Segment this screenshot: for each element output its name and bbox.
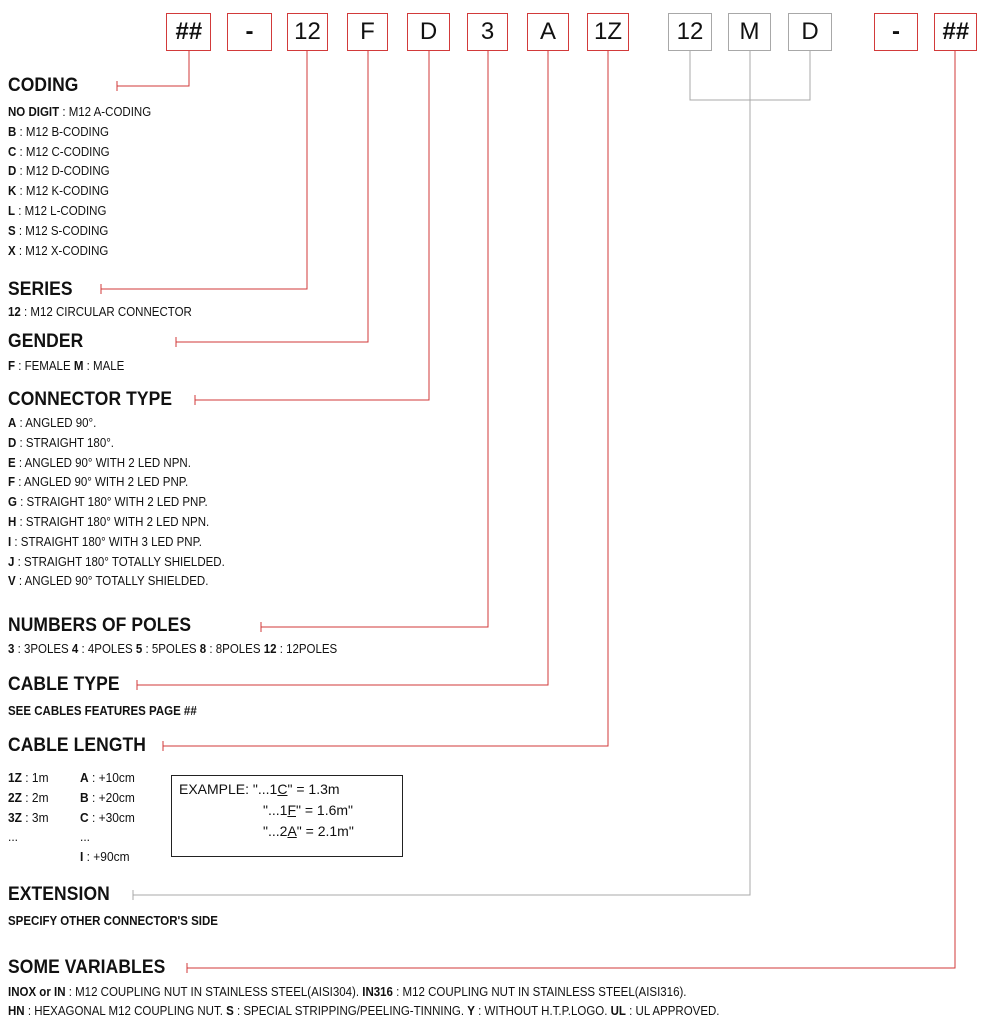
example-line-2: "...1F" = 1.6m" [263,802,354,818]
list-item: A : +10cm [80,770,135,785]
series-title: SERIES [8,279,73,300]
list-item: 2Z : 2m [8,789,49,805]
list-item: I : STRAIGHT 180° WITH 3 LED PNP. [8,534,202,549]
example-line-3: "...2A" = 2.1m" [263,823,354,839]
code-box-gender: F [347,13,388,51]
code-box-poles: 3 [467,13,508,51]
coding-list [8,103,151,261]
code-box-cable-type: A [527,13,569,51]
list-item: I : +90cm [80,849,130,865]
code-box-dash-1: - [227,13,272,51]
list-item: ... [8,829,18,845]
example-line-1: EXAMPLE: "...1C" = 1.3m [179,781,340,797]
list-item: G : STRAIGHT 180° WITH 2 LED PNP. [8,495,208,510]
example-box [171,775,403,857]
list-item: X : M12 X-CODING [8,243,109,258]
extension-text: SPECIFY OTHER CONNECTOR'S SIDE [8,914,218,928]
list-item: H : STRAIGHT 180° WITH 2 LED NPN. [8,514,210,529]
code-box-ext-gender: M [728,13,771,51]
line-coding [117,51,189,86]
list-item: C : M12 C-CODING [8,144,110,159]
list-item: ... [80,829,90,845]
code-box-series: 12 [287,13,328,51]
list-item: J : STRAIGHT 180° TOTALLY SHIELDED. [8,554,225,569]
cable-length-cm [80,768,135,867]
list-item: V : ANGLED 90° TOTALLY SHIELDED. [8,574,209,589]
list-item: D : STRAIGHT 180°. [8,435,115,450]
connector-type-list [8,414,225,592]
variables-line-2: HN : HEXAGONAL M12 COUPLING NUT. S : SPECIAL STRIPPING/PEELING-TINNING. Y : WITHOUT H.T.P.LOGO. UL : UL APPROVED. [8,1004,720,1018]
gender-title: GENDER [8,331,84,352]
code-box-connector-type: D [407,13,450,51]
code-box-ext-series: 12 [668,13,712,51]
list-item: C : +30cm [80,809,135,825]
line-connector-type [195,51,429,400]
cable-length-title: CABLE LENGTH [8,735,147,756]
list-item: L : M12 L-CODING [8,203,107,218]
code-box-prefix: ## [166,13,211,51]
code-box-ext-type: D [788,13,832,51]
cable-type-text: SEE CABLES FEATURES PAGE ## [8,704,197,718]
list-item: E : ANGLED 90° WITH 2 LED NPN. [8,455,191,470]
poles-title: NUMBERS OF POLES [8,615,192,636]
line-poles [261,51,488,627]
coding-title: CODING [8,75,79,96]
list-item: F : ANGLED 90° WITH 2 LED PNP. [8,475,189,490]
series-text: 12 : M12 CIRCULAR CONNECTOR [8,305,192,319]
variables-text [8,983,719,1021]
cable-type-title: CABLE TYPE [8,674,120,695]
list-item: 3Z : 3m [8,809,49,825]
code-box-cable-length: 1Z [587,13,629,51]
line-gender [176,51,368,342]
code-box-dash-2: - [874,13,918,51]
list-item: A : ANGLED 90°. [8,416,97,430]
extension-title: EXTENSION [8,884,110,905]
variables-line-1: INOX or IN : M12 COUPLING NUT IN STAINLESS STEEL(AISI304). IN316 : M12 COUPLING NUT IN STAINLESS STEEL(AISI316). [8,985,687,999]
list-item: B : M12 B-CODING [8,124,109,139]
list-item: S : M12 S-CODING [8,223,109,238]
connector-type-title: CONNECTOR TYPE [8,389,173,410]
cable-length-meters [8,768,49,847]
list-item: 1Z : 1m [8,770,49,785]
code-box-variables: ## [934,13,977,51]
list-item: B : +20cm [80,789,135,805]
variables-title: SOME VARIABLES [8,957,166,978]
gender-text: F : FEMALE M : MALE [8,359,125,373]
list-item: K : M12 K-CODING [8,184,109,199]
list-item: NO DIGIT : M12 A-CODING [8,105,152,119]
poles-text: 3 : 3POLES 4 : 4POLES 5 : 5POLES 8 : 8POLES 12 : 12POLES [8,642,338,656]
list-item: D : M12 D-CODING [8,164,110,179]
